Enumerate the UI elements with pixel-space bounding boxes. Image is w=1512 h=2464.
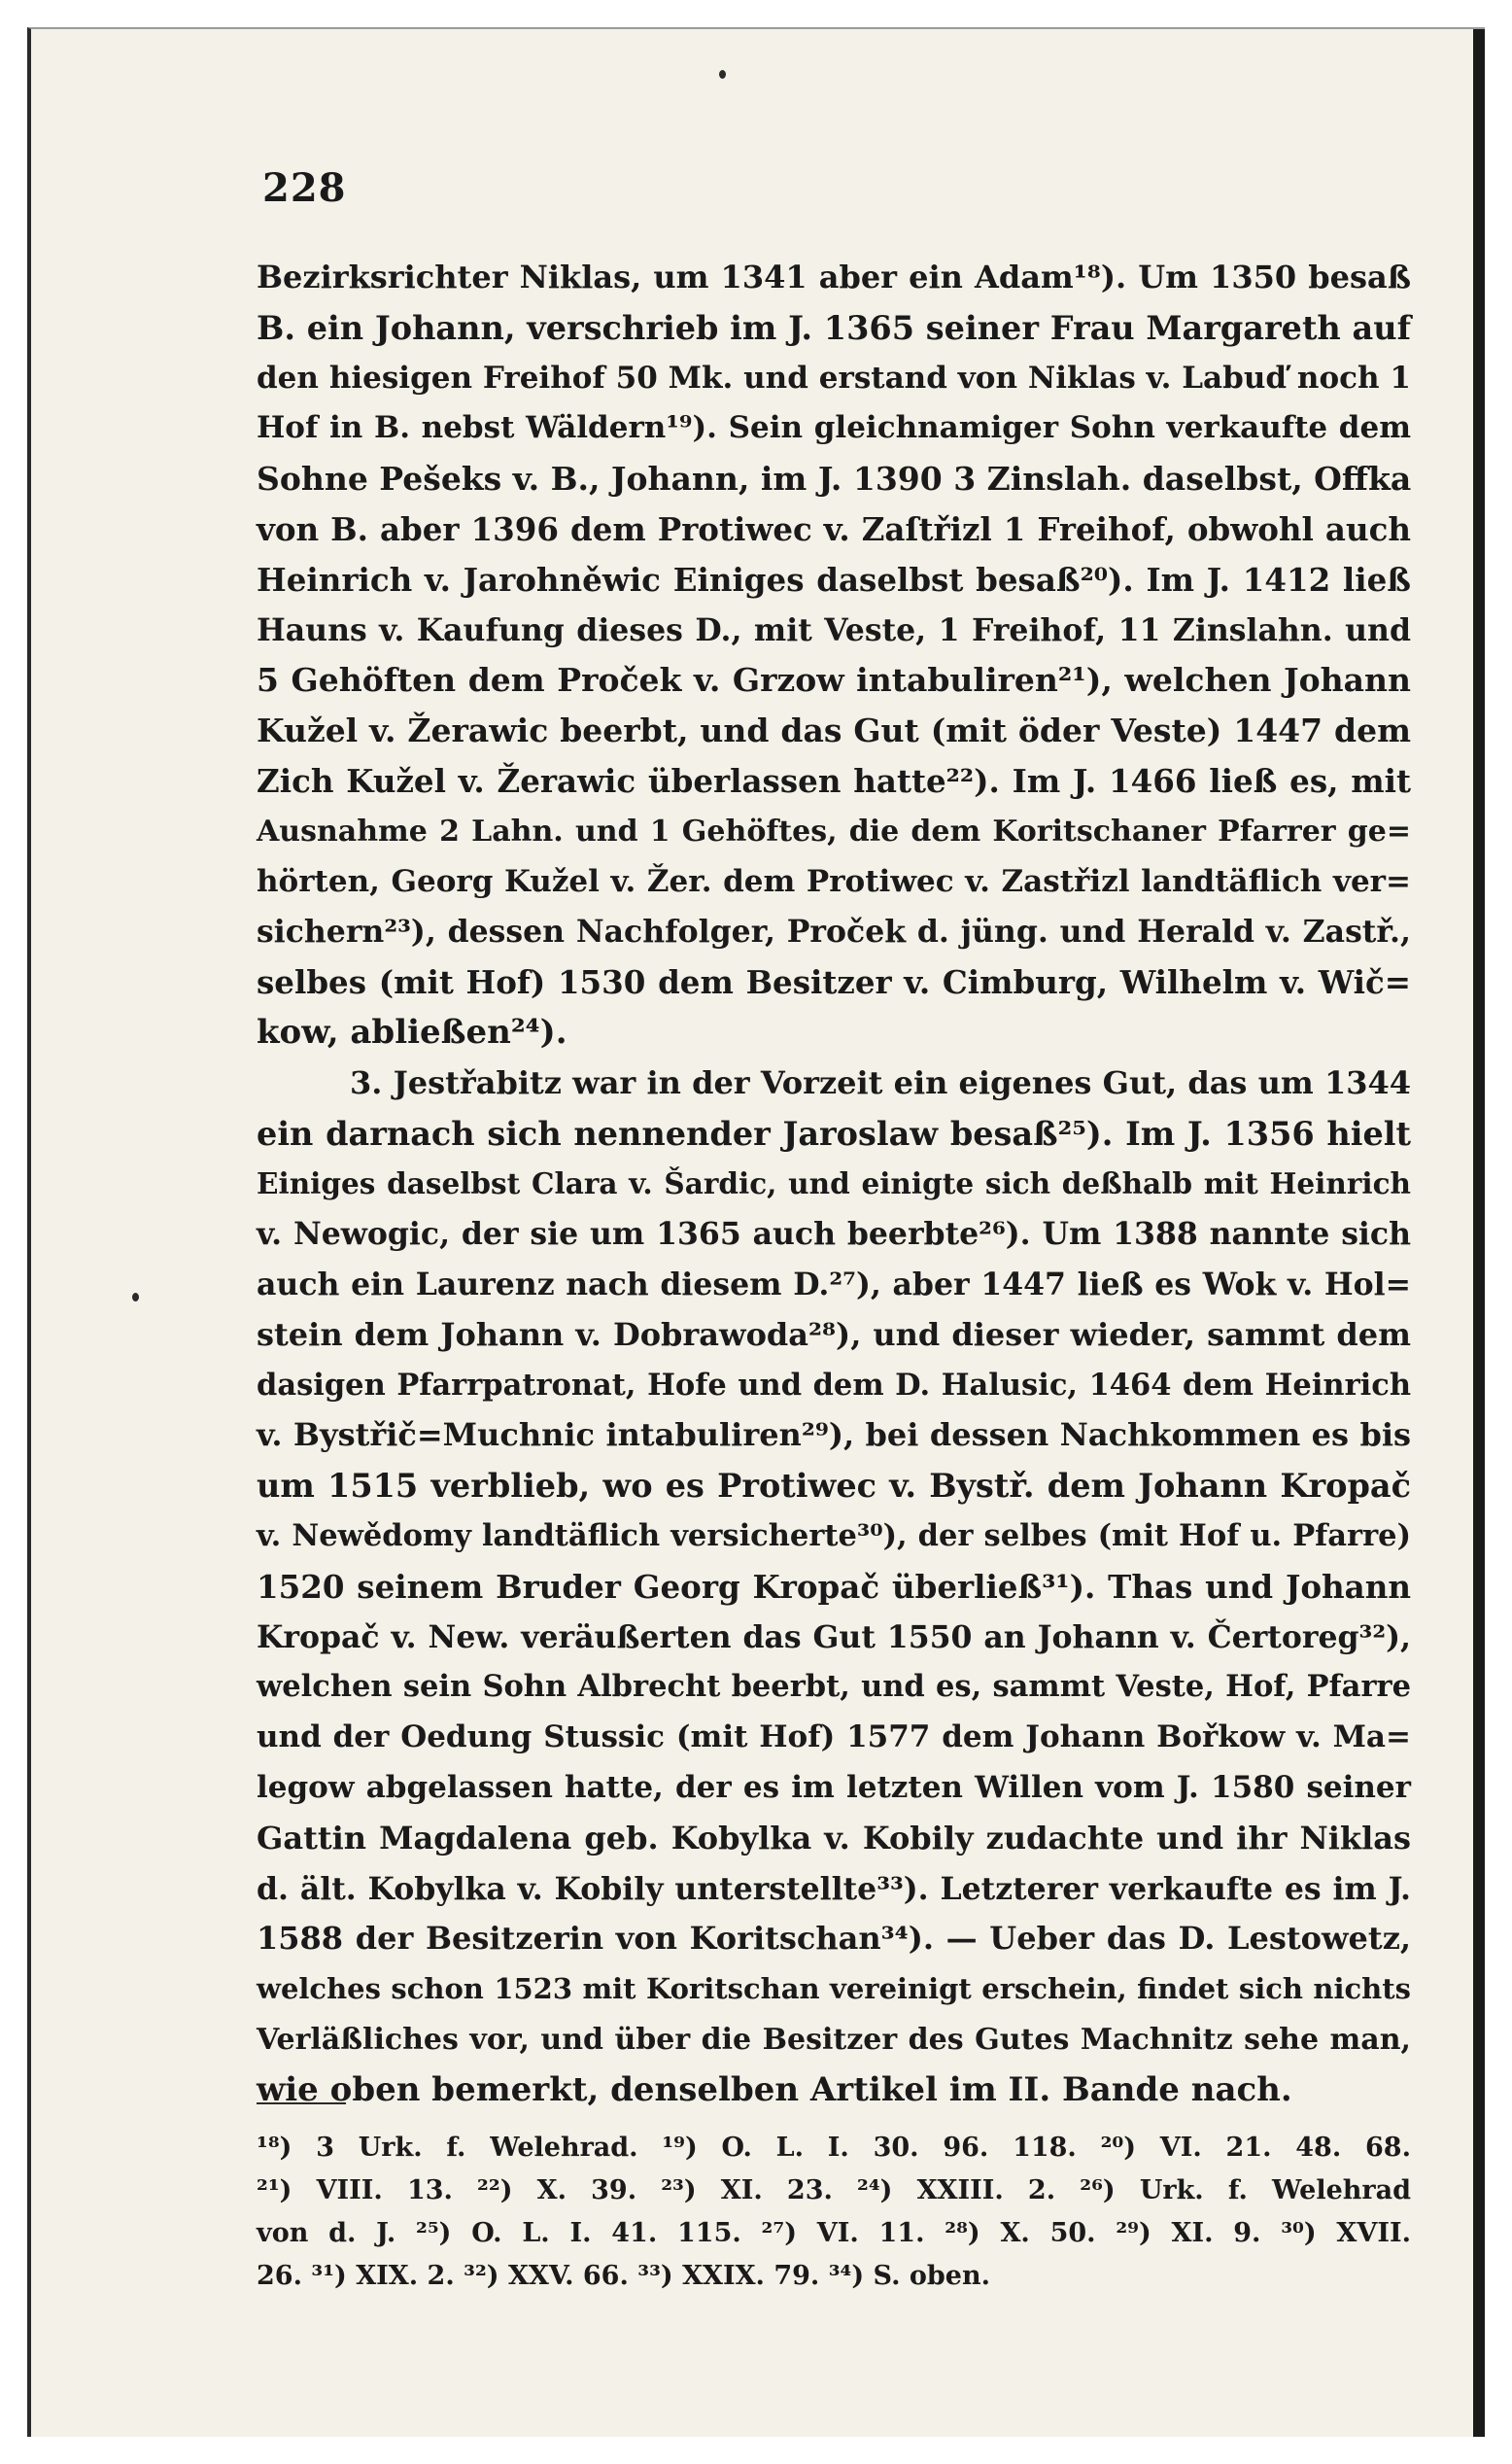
text-line: stein dem Johann v. Dobrawoda²⁸), und dieser wieder, sammt dem	[257, 1315, 1411, 1353]
text-line: um 1515 verblieb, wo es Protiwec v. Bystř. dem Johann Kropač	[257, 1467, 1411, 1506]
text-line: von B. aber 1396 dem Protiwec v. Zaſtřizl 1 Freihof, obwohl auch	[257, 509, 1411, 548]
ink-speck	[719, 70, 726, 79]
text-line: Hof in B. nebst Wäldern¹⁹). Sein gleichnamiger Sohn verkaufte dem	[257, 410, 1411, 446]
text-line: 5 Gehöften dem Proček v. Grzow intabuliren²¹), welchen Johann	[257, 661, 1411, 700]
page-number: 228	[262, 165, 347, 211]
body-text	[257, 253, 1411, 2115]
page-edge-shadow	[1473, 29, 1485, 2437]
text-line: Ausnahme 2 Lahn. und 1 Gehöftes, die dem Koritschaner Pfarrer ge=	[257, 814, 1411, 849]
text-line: wie oben bemerkt, denselben Artikel im II. Bande nach.	[257, 2069, 1292, 2109]
text-line: und der Oedung Stussic (mit Hof) 1577 dem Johann Bořkow v. Ma=	[257, 1719, 1411, 1755]
text-line: Hauns v. Kaufung dieses D., mit Veste, 1 Freihof, 11 Zinslahn. und	[257, 611, 1411, 648]
text-line: 1588 der Besitzerin von Koritschan³⁴). — Ueber das D. Lestowetz,	[257, 1920, 1411, 1958]
text-line: hörten, Georg Kužel v. Žer. dem Protiwec v. Zastřizl landtäflich ver=	[257, 863, 1411, 899]
text-line: auch ein Laurenz nach diesem D.²⁷), aber 1447 ließ es Wok v. Hol=	[257, 1266, 1411, 1302]
text-line: welches schon 1523 mit Koritschan vereinigt erschein, findet sich nichts	[257, 1972, 1411, 2006]
footnote-line: ¹⁸) 3 Urk. f. Welehrad. ¹⁹) O. L. I. 30. 96. 118. ²⁰) VI. 21. 48. 68.	[257, 2133, 1411, 2163]
footnote-rule	[257, 2102, 346, 2104]
ink-speck	[132, 1293, 139, 1301]
text-line: welchen sein Sohn Albrecht beerbt, und es, sammt Veste, Hof, Pfarre	[257, 1669, 1411, 1705]
text-line: 1520 seinem Bruder Georg Kropač überließ³¹). Thas und Johann	[257, 1567, 1411, 1606]
text-line: Zich Kužel v. Žerawic überlassen hatte²²). Im J. 1466 ließ es, mit	[257, 761, 1411, 800]
text-line: Verläßliches vor, und über die Besitzer des Gutes Machnitz sehe man,	[257, 2022, 1411, 2057]
book-page	[27, 27, 1485, 2437]
text-line: kow, abließen²⁴).	[257, 1012, 567, 1052]
text-line: d. ält. Kobylka v. Kobily unterstellte³³). Letzterer verkaufte es im J.	[257, 1870, 1411, 1907]
text-line: v. Newědomy landtäflich versicherte³⁰), der selbes (mit Hof u. Pfarre)	[257, 1517, 1411, 1553]
text-line: Bezirksrichter Niklas, um 1341 aber ein Adam¹⁸). Um 1350 besaß	[257, 259, 1411, 295]
text-line: Heinrich v. Jarohněwic Einiges daselbst besaß²⁰). Im J. 1412 ließ	[257, 560, 1411, 599]
text-line: Kužel v. Žerawic beerbt, und das Gut (mit öder Veste) 1447 dem	[257, 711, 1411, 750]
text-line: v. Bystřič=Muchnic intabuliren²⁹), bei dessen Nachkommen es bis	[257, 1416, 1411, 1454]
text-line: B. ein Johann, verschrieb im J. 1365 seiner Frau Margareth auf	[257, 308, 1411, 347]
footnote-line: von d. J. ²⁵) O. L. I. 41. 115. ²⁷) VI. 11. ²⁸) X. 50. ²⁹) XI. 9. ³⁰) XVII.	[257, 2218, 1411, 2248]
footnotes	[257, 2127, 1411, 2298]
footnote-line: 26. ³¹) XIX. 2. ³²) XXV. 66. ³³) XXIX. 79. ³⁴) S. oben.	[257, 2261, 990, 2291]
text-line: dasigen Pfarrpatronat, Hofe und dem D. Halusic, 1464 dem Heinrich	[257, 1367, 1411, 1403]
footnote-line: ²¹) VIII. 13. ²²) X. 39. ²³) XI. 23. ²⁴) XXIII. 2. ²⁶) Urk. f. Welehrad	[257, 2175, 1411, 2205]
text-line: Einiges daselbst Clara v. Šardic, und einigte sich deßhalb mit Heinrich	[257, 1166, 1411, 1201]
text-line: v. Newogic, der sie um 1365 auch beerbte²⁶). Um 1388 nannte sich	[257, 1216, 1411, 1253]
text-line: den hiesigen Freihof 50 Mk. und erstand von Niklas v. Labuď noch 1	[257, 360, 1411, 396]
text-line: ein darnach sich nennender Jaroslaw besaß²⁵). Im J. 1356 hielt	[257, 1114, 1411, 1153]
text-line: Gattin Magdalena geb. Kobylka v. Kobily zudachte und ihr Niklas	[257, 1819, 1411, 1857]
text-line: sichern²³), dessen Nachfolger, Proček d. jüng. und Herald v. Zastř.,	[257, 914, 1411, 951]
paragraph-start-line: 3. Jestřabitz war in der Vorzeit ein eigenes Gut, das um 1344	[350, 1063, 1411, 1101]
text-line: legow abgelassen hatte, der es im letzten Willen vom J. 1580 seiner	[257, 1769, 1411, 1805]
text-line: selbes (mit Hof) 1530 dem Besitzer v. Cimburg, Wilhelm v. Wič=	[257, 963, 1411, 1002]
text-line: Kropač v. New. veräußerten das Gut 1550 an Johann v. Čertoreg³²),	[257, 1618, 1411, 1655]
text-line: Sohne Pešeks v. B., Johann, im J. 1390 3 Zinslah. daselbst, Offka	[257, 460, 1412, 499]
